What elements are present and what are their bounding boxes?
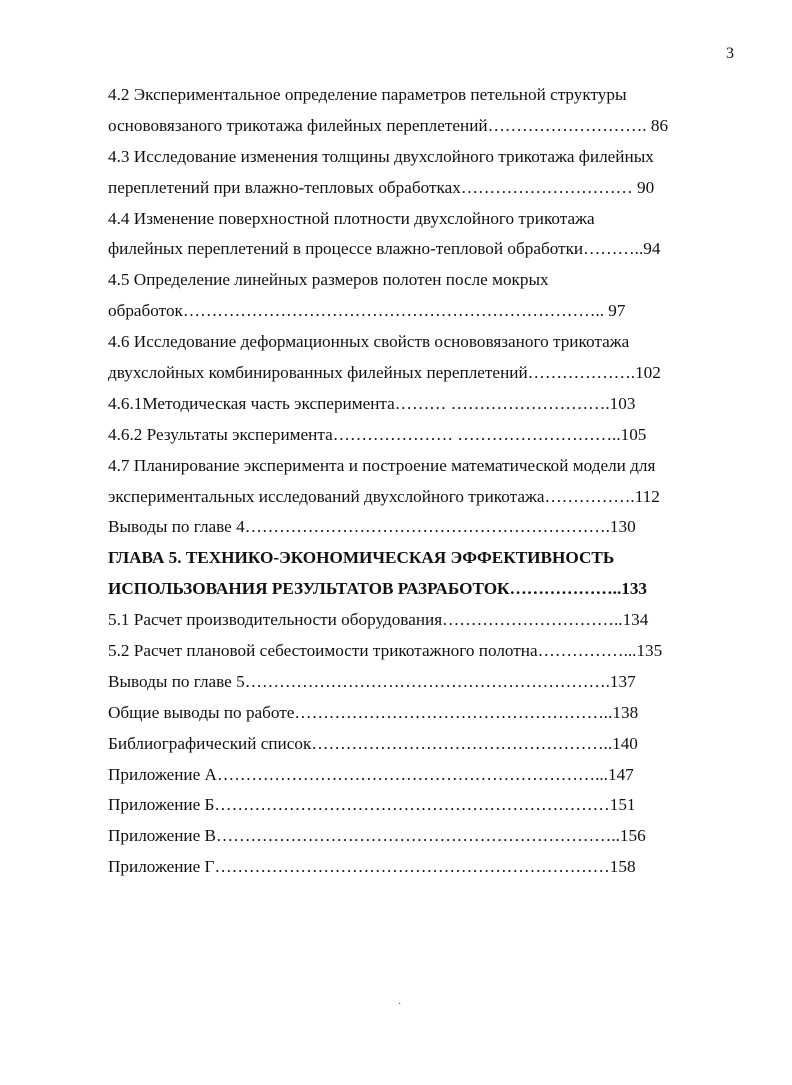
toc-line-5-1: 5.1 Расчет производительности оборудования…………………………..134 — [108, 610, 649, 630]
toc-line-4-5-title: 4.5 Определение линейных размеров полотен после мокрых — [108, 270, 549, 290]
toc-line-4-3-title: 4.3 Исследование изменения толщины двухслойного трикотажа филейных — [108, 146, 654, 166]
toc-line-4-7-title: 4.7 Планирование эксперимента и построение математической модели для — [108, 455, 656, 475]
toc-line-appendix-g: Приложение Г……………………………………………………………158 — [108, 857, 636, 877]
toc-line-4-6-title: 4.6 Исследование деформационных свойств основовязаного трикотажа — [108, 332, 630, 352]
toc-line-appendix-a: Приложение А…………………………………………………………...147 — [108, 764, 634, 784]
scan-speck: · — [398, 999, 402, 1010]
toc-line-chapter-5-page: ИСПОЛЬЗОВАНИЯ РЕЗУЛЬТАТОВ РАЗРАБОТОК………………..133 — [108, 579, 648, 599]
toc-line-4-4-title: 4.4 Изменение поверхностной плотности двухслойного трикотажа — [108, 208, 595, 228]
toc-line-bibliography: Библиографический список……………………………………………..140 — [108, 733, 638, 753]
toc-line-4-6-2: 4.6.2 Результаты эксперимента………………… ………………………..105 — [108, 424, 647, 444]
toc-line-4-5-page: обработок……………………………………………………………….. 97 — [108, 301, 626, 321]
toc-line-appendix-b: Приложение Б……………………………………………………………151 — [108, 795, 636, 815]
toc-line-4-6-page: двухслойных комбинированных филейных переплетений……………….102 — [108, 363, 661, 383]
toc-line-chapter-5-title: ГЛАВА 5. ТЕХНИКО-ЭКОНОМИЧЕСКАЯ ЭФФЕКТИВНОСТЬ — [108, 548, 615, 568]
toc-line-4-4-page: филейных переплетений в процессе влажно-тепловой обработки………..94 — [108, 239, 661, 259]
toc-line-conclusions-4: Выводы по главе 4……………………………………………………….130 — [108, 517, 636, 537]
toc-line-4-7-page: экспериментальных исследований двухслойного трикотажа…………….112 — [108, 486, 660, 506]
toc-line-4-2-title: 4.2 Экспериментальное определение параметров петельной структуры — [108, 85, 627, 104]
toc-line-conclusions-5: Выводы по главе 5……………………………………………………….137 — [108, 671, 636, 691]
table-of-contents — [108, 80, 748, 883]
toc-line-general-conclusions: Общие выводы по работе………………………………………………..138 — [108, 702, 639, 722]
toc-line-4-6-1: 4.6.1Методическая часть эксперимента……… ……………………….103 — [108, 393, 636, 413]
toc-line-4-3-page: переплетений при влажно-тепловых обработках………………………… 90 — [108, 177, 655, 197]
page-number: 3 — [726, 45, 734, 62]
toc-line-4-2-page: основовязаного трикотажа филейных переплетений………………………. 86 — [108, 115, 669, 135]
toc-line-5-2: 5.2 Расчет плановой себестоимости трикотажного полотна……………...135 — [108, 641, 663, 661]
toc-line-appendix-v: Приложение В……………………………………………………………..156 — [108, 826, 646, 846]
